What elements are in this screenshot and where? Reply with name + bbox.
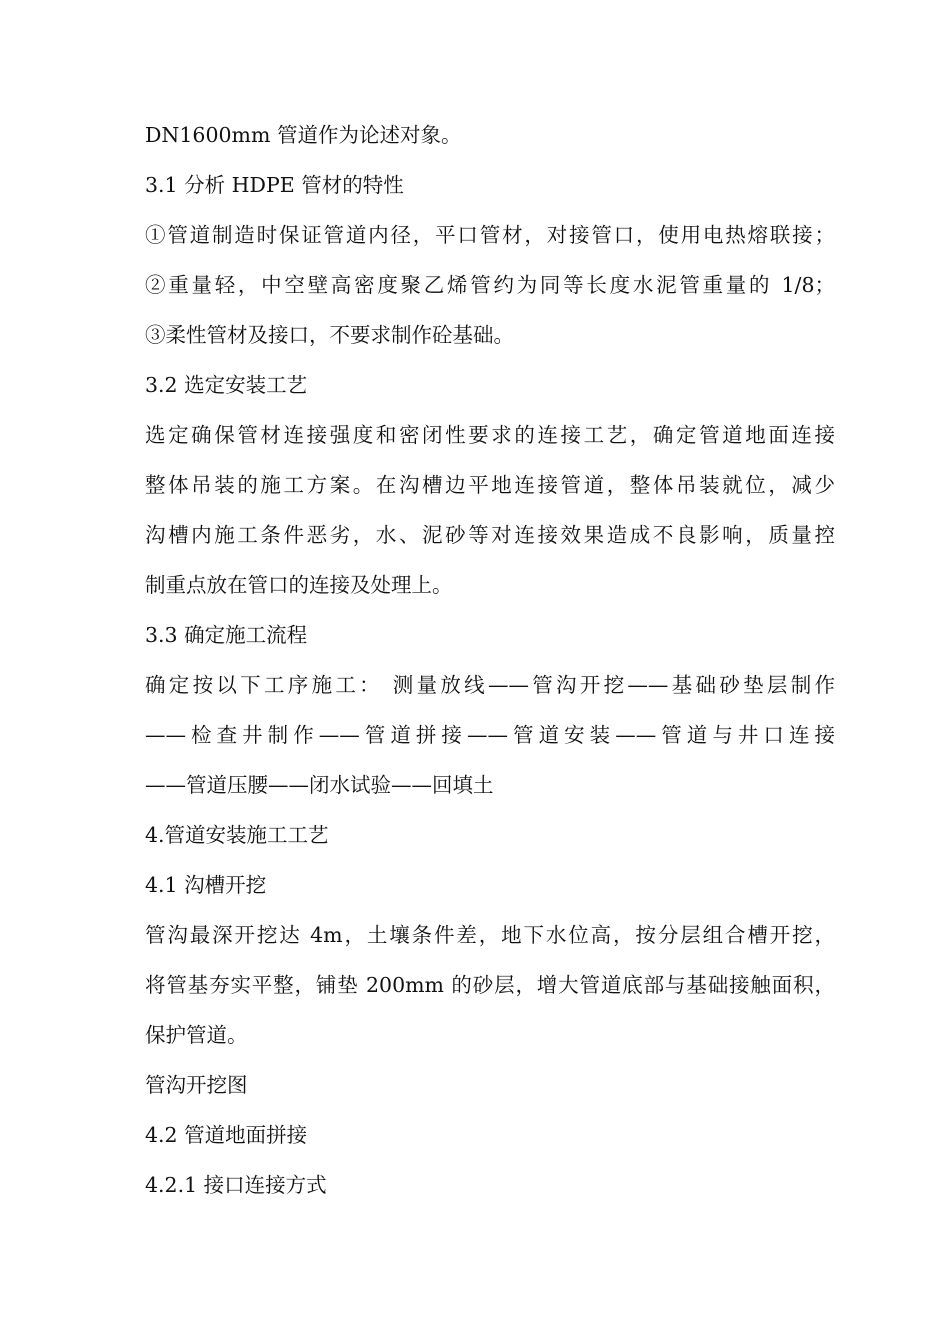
text-line-7: 选定确保管材连接强度和密闭性要求的连接工艺，确定管道地面连接 [145,423,835,447]
section-heading-4: 4.管道安装施工工艺 [145,823,329,847]
text-line-9: 沟槽内施工条件恶劣，水、泥砂等对连接效果造成不良影响，质量控 [145,523,835,547]
section-heading-4-1: 4.1 沟槽开挖 [145,873,267,897]
section-heading-4-2-1: 4.2.1 接口连接方式 [145,1173,327,1197]
text-line-18: 将管基夯实平整，铺垫 200mm 的砂层，增大管道底部与基础接触面积， [145,973,835,997]
text-line-8: 整体吊装的施工方案。在沟槽边平地连接管道，整体吊装就位，减少 [145,473,835,497]
text-line-10: 制重点放在管口的连接及处理上。 [145,573,453,597]
text-line-4: ②重量轻，中空壁高密度聚乙烯管约为同等长度水泥管重量的 1/8； [145,273,835,297]
text-line-17: 管沟最深开挖达 4m，土壤条件差，地下水位高，按分层组合槽开挖， [145,923,835,947]
text-line-12: 确定按以下工序施工： 测量放线——管沟开挖——基础砂垫层制作 [145,673,835,697]
text-line-1: DN1600mm 管道作为论述对象。 [145,123,462,147]
section-heading-3-3: 3.3 确定施工流程 [145,623,308,647]
text-line-14: ——管道压腰——闭水试验——回填土 [145,773,494,797]
section-heading-3-2: 3.2 选定安装工艺 [145,373,308,397]
text-line-3: ①管道制造时保证管道内径，平口管材，对接管口，使用电热熔联接； [145,223,835,247]
figure-caption: 管沟开挖图 [145,1073,248,1097]
text-line-13: ——检查井制作——管道拼接——管道安装——管道与井口连接 [145,723,835,747]
text-line-19: 保护管道。 [145,1023,248,1047]
section-heading-4-2: 4.2 管道地面拼接 [145,1123,308,1147]
section-heading-3-1: 3.1 分析 HDPE 管材的特性 [145,173,404,197]
text-line-5: ③柔性管材及接口，不要求制作砼基础。 [145,323,514,347]
